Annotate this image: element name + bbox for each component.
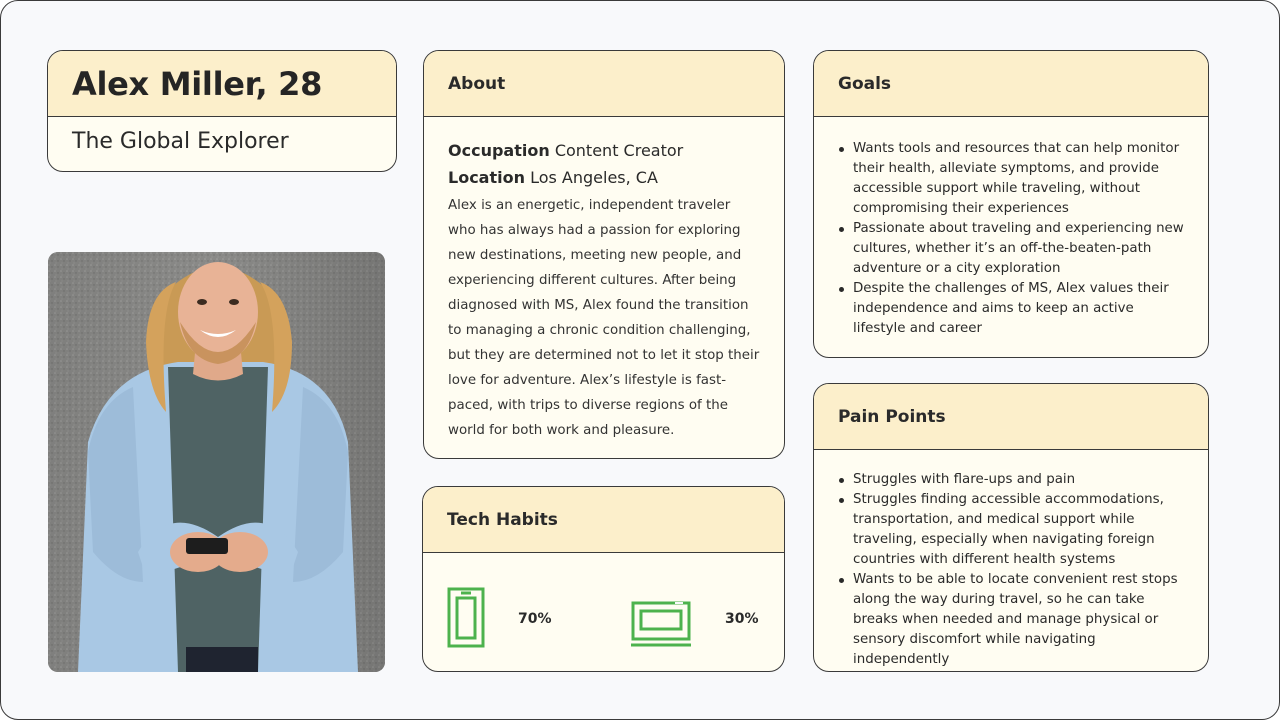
location-label: Location <box>448 168 525 187</box>
about-card <box>423 50 785 459</box>
name-card-header <box>48 51 396 117</box>
occupation-row <box>448 137 760 164</box>
about-heading: About <box>448 73 506 94</box>
about-header <box>424 51 784 117</box>
persona-photo-image <box>48 252 385 672</box>
about-body <box>424 117 784 443</box>
about-description: Alex is an energetic, independent traveler who has always had a passion for exploring new destinations, meeting new people, and experiencing different cultures. After being diagnosed with MS, Alex found the transition to managing a chronic condition challenging, but they are determined not to let it stop their love for adventure. Alex’s lifestyle is fast-paced, with trips to diverse regions of the world for both work and pleasure. <box>448 198 760 438</box>
persona-photo <box>48 252 385 672</box>
list-item: Struggles with flare-ups and pain <box>838 470 1188 490</box>
goals-list <box>814 117 1208 339</box>
goals-heading: Goals <box>838 73 892 94</box>
tech-habits-heading: Tech Habits <box>447 509 558 530</box>
goals-header <box>814 51 1208 117</box>
tech-habits-card <box>422 486 785 672</box>
persona-name: Alex Miller, 28 <box>72 64 323 103</box>
location-row <box>448 164 760 191</box>
phone-icon <box>447 587 487 649</box>
laptop-percent: 30% <box>725 611 759 627</box>
goals-card <box>813 50 1209 358</box>
list-item: Despite the challenges of MS, Alex values their independence and aims to keep an active lifestyle and career <box>838 279 1188 339</box>
occupation-label: Occupation <box>448 141 550 160</box>
name-card <box>47 50 397 172</box>
location-value: Los Angeles, CA <box>530 168 658 187</box>
phone-percent: 70% <box>518 611 552 627</box>
pain-points-header <box>814 384 1208 450</box>
list-item: Struggles finding accessible accommodations, transportation, and medical support while traveling, especially when navigating foreign countries with different health systems <box>838 490 1188 570</box>
pain-points-card <box>813 383 1209 672</box>
tech-habits-header <box>423 487 784 553</box>
list-item: Passionate about traveling and experiencing new cultures, whether it’s an off-the-beaten-path adventure or a city exploration <box>838 219 1188 279</box>
pain-points-list <box>814 450 1208 670</box>
list-item: Wants tools and resources that can help monitor their health, alleviate symptoms, and provide accessible support while traveling, without compromising their experiences <box>838 139 1188 219</box>
occupation-value: Content Creator <box>554 141 684 160</box>
laptop-icon <box>631 599 693 649</box>
list-item: Wants to be able to locate convenient rest stops along the way during travel, so he can take breaks when needed and manage physical or sensory discomfort while navigating independently <box>838 570 1188 670</box>
pain-points-heading: Pain Points <box>838 406 946 427</box>
persona-subtitle: The Global Explorer <box>72 129 289 154</box>
